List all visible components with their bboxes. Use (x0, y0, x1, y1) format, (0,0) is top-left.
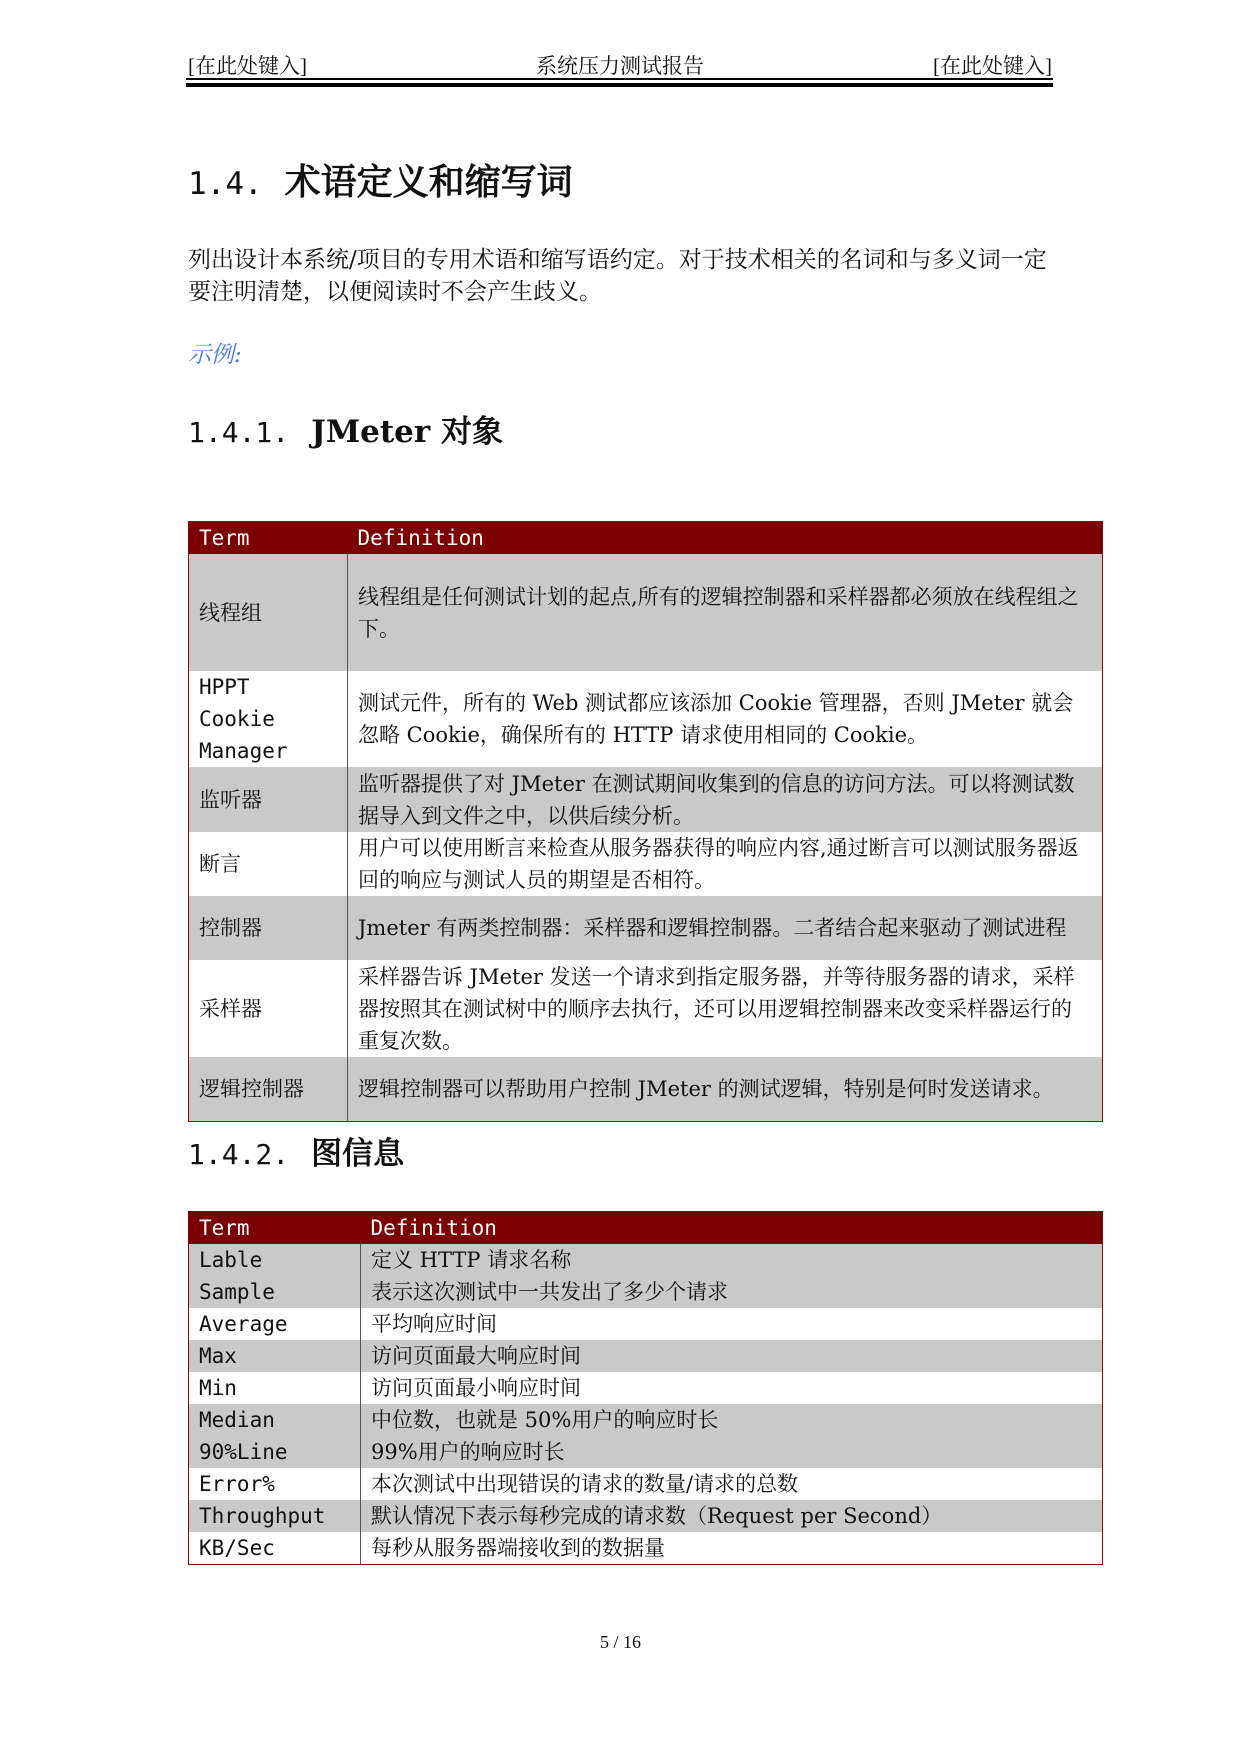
header-title: 系统压力测试报告 (536, 54, 704, 78)
table-row (189, 1276, 1103, 1308)
term-cell: Throughput (189, 1500, 361, 1532)
table-row (189, 832, 1103, 896)
definition-cell: 中位数，也就是 50%用户的响应时长 (361, 1404, 1103, 1436)
term-cell: Average (189, 1308, 361, 1340)
table-row (189, 1372, 1103, 1404)
page-header (188, 46, 1052, 78)
section-title: 术语定义和缩写词 (284, 161, 573, 203)
subsection-heading-jmeter (188, 412, 503, 453)
table-row (189, 1500, 1103, 1532)
definition-cell: 访问页面最大响应时间 (361, 1340, 1103, 1372)
term-cell: HPPT Cookie Manager (189, 671, 348, 767)
column-header-term: Term (189, 1212, 361, 1245)
section-intro: 列出设计本系统/项目的专用术语和缩写语约定。对于技术相关的名词和与多义词一定要注明清楚，以便阅读时不会产生歧义。 (188, 247, 1047, 305)
table-row (189, 896, 1103, 960)
definition-cell: 逻辑控制器可以帮助用户控制 JMeter 的测试逻辑，特别是何时发送请求。 (348, 1057, 1103, 1121)
table-row (189, 960, 1103, 1057)
definition-cell: 线程组是任何测试计划的起点,所有的逻辑控制器和采样器都必须放在线程组之下。 (348, 554, 1103, 671)
term-cell: Max (189, 1340, 361, 1372)
term-cell: Error% (189, 1468, 361, 1500)
example-label: 示例: (188, 342, 242, 368)
definition-cell: 99%用户的响应时长 (361, 1436, 1103, 1468)
section-number: 1.4. (188, 166, 263, 202)
table-row (189, 1308, 1103, 1340)
term-cell: 断言 (189, 832, 348, 896)
definition-cell: 默认情况下表示每秒完成的请求数（Request per Second） (361, 1500, 1103, 1532)
table-row (189, 1468, 1103, 1500)
term-cell: 控制器 (189, 896, 348, 960)
column-header-definition: Definition (361, 1212, 1103, 1245)
term-cell: 监听器 (189, 767, 348, 832)
table-row (189, 1404, 1103, 1436)
subsection-title: 图信息 (311, 1136, 405, 1172)
term-cell: Sample (189, 1276, 361, 1308)
definition-cell: 表示这次测试中一共发出了多少个请求 (361, 1276, 1103, 1308)
header-left: [在此处键入] (188, 54, 307, 78)
header-right: [在此处键入] (933, 54, 1052, 78)
term-cell: Min (189, 1372, 361, 1404)
subsection-title: JMeter 对象 (311, 414, 504, 450)
jmeter-terms-table (188, 521, 1103, 1122)
table-header-row (189, 1212, 1103, 1245)
definition-cell: 平均响应时间 (361, 1308, 1103, 1340)
term-cell: 采样器 (189, 960, 348, 1057)
definition-cell: 用户可以使用断言来检查从服务器获得的响应内容,通过断言可以测试服务器返回的响应与测试人员的期望是否相符。 (348, 832, 1103, 896)
graph-info-table (188, 1211, 1103, 1565)
table-row (189, 1244, 1103, 1276)
column-header-term: Term (189, 522, 348, 555)
subsection-number: 1.4.2. (188, 1138, 290, 1171)
term-cell: KB/Sec (189, 1532, 361, 1565)
header-rule-thin (186, 78, 1053, 80)
term-cell: 线程组 (189, 554, 348, 671)
definition-cell: 每秒从服务器端接收到的数据量 (361, 1532, 1103, 1565)
header-rule-thick (186, 83, 1053, 87)
page-number: 5 / 16 (599, 1632, 641, 1652)
table-header-row (189, 522, 1103, 555)
table-row (189, 1532, 1103, 1565)
term-cell: 90%Line (189, 1436, 361, 1468)
subsection-heading-graph (188, 1134, 404, 1175)
definition-cell: 监听器提供了对 JMeter 在测试期间收集到的信息的访问方法。可以将测试数据导入到文件之中，以供后续分析。 (348, 767, 1103, 832)
table-row (189, 1340, 1103, 1372)
definition-cell: 定义 HTTP 请求名称 (361, 1244, 1103, 1276)
definition-cell: 访问页面最小响应时间 (361, 1372, 1103, 1404)
term-cell: Median (189, 1404, 361, 1436)
term-cell: 逻辑控制器 (189, 1057, 348, 1121)
table-row (189, 1057, 1103, 1121)
column-header-definition: Definition (348, 522, 1103, 555)
definition-cell: 采样器告诉 JMeter 发送一个请求到指定服务器，并等待服务器的请求，采样器按照其在测试树中的顺序去执行，还可以用逻辑控制器来改变采样器运行的重复次数。 (348, 960, 1103, 1057)
definition-cell: 测试元件，所有的 Web 测试都应该添加 Cookie 管理器，否则 JMeter 就会忽略 Cookie，确保所有的 HTTP 请求使用相同的 Cookie。 (348, 671, 1103, 767)
table-row (189, 767, 1103, 832)
definition-cell: Jmeter 有两类控制器：采样器和逻辑控制器。二者结合起来驱动了测试进程 (348, 896, 1103, 960)
term-cell: Lable (189, 1244, 361, 1276)
table-row (189, 1436, 1103, 1468)
section-heading (188, 160, 573, 206)
definition-cell: 本次测试中出现错误的请求的数量/请求的总数 (361, 1468, 1103, 1500)
table-row (189, 554, 1103, 671)
subsection-number: 1.4.1. (188, 416, 290, 449)
table-row (189, 671, 1103, 767)
